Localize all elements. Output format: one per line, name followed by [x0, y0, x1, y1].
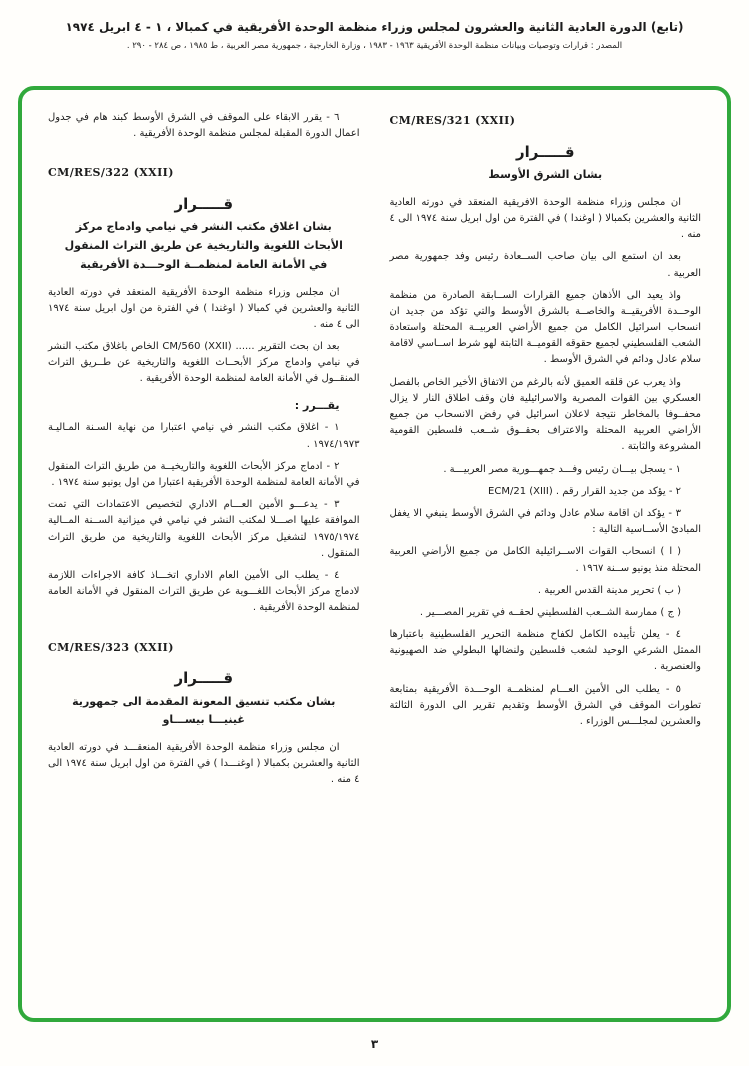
decree-item: ٢ - ادماج مركز الأبحاث اللغوية والتاريخيــة من طريق التراث المنقول في الأمانة العامة لمنظمة الوحدة الأفريقية اعتبارا من اول يونيو سنة ١٩٧٤ .	[48, 460, 360, 489]
sub-clause: ( ا ) انسحاب القوات الاســرائيلية الكامل من جميع الأراضي العربية المحتلة منذ يونيو ســنة ١٩٦٧ .	[389, 546, 701, 574]
resolution-code-323: CM/RES/323 (XXII)	[48, 640, 174, 654]
sub-clause: ( ج ) ممارسة الشــعب الفلسطيني لحقــه في تقرير المصـــير .	[419, 606, 681, 618]
resolution-code-322: CM/RES/322 (XXII)	[48, 166, 174, 180]
body-paragraph: بعد ان بحث التقرير ...... ‎CM/560 (XXII)‎ الخاص باغلاق مكتب النشر في نيامي وادماج مركز الأبحــاث اللغوية والتاريخية عن طــريق التراث المنقــول في الأمانة العامة لمنظمة الوحدة الأفريقية .	[48, 341, 360, 385]
body-paragraph: بعد ان استمع الى بيان صاحب الســعادة رئيس وفد جمهورية مصر العربية .	[389, 251, 701, 279]
decree-item: ٤ - يعلن تأييده الكامل لكفاح منظمة التحرير الفلسطينية باعتبارها الممثل الشرعي الوحيد لشعب فلسطين ولنضالها البطولي ضد الصهيونية والعنصرية .	[389, 629, 701, 673]
resolution-heading: قـــــرار	[515, 142, 575, 161]
resolution-subject: بشان مكتب تنسيق المعونة المقدمة الى جمهورية غينيـــا بيســـاو	[72, 694, 336, 727]
resolution-code-321: CM/RES/321 (XXII)	[389, 114, 516, 127]
body-paragraph: ان مجلس وزراء منظمة الوحدة الافريقية المنعقد في دورته العادية الثانية والعشرين بكمبالا ( اوغندا ) في الفترة من اول ابريل سنة ١٩٧٤ الى ٤ منه .	[389, 196, 701, 241]
header-source-line: المصدر : قرارات وتوصيات وبيانات منظمة الوحدة الأفريقية ١٩٦٣ - ١٩٨٣ ، وزارة الخارجية ، جمهورية مصر العربية ، ط ١٩٨٥ ، ص ٢٨٤ - ٢٩٠ .	[126, 41, 623, 51]
decree-item: ٥ - يطلب الى الأمين العـــام لمنظمــة الوحـــدة الأفريقية بمتابعة تطورات الموقف في الشرق الأوسط وتقديم تقرير الى الدورة الثالثة والعشرين لمجلـــس الوزراء .	[389, 683, 701, 728]
decree-item: ٣ - يؤكد ان اقامة سلام عادل ودائم في الشرق الأوسط ينبغي الا يغفل المبادئ الأســاسية التالية :	[389, 507, 701, 536]
content-border-box	[18, 86, 731, 1022]
body-paragraph: واذ يعرب عن قلقه العميق لأنه بالرغم من الاتفاق الأخير الخاص بالفصل العسكري بين القوات المصرية والاسرائيلية فان وقف اطلاق النار لا يزال محفــوفا بالمخاطر نتيجة لاعلان اسرائيل في رفض الانسحاب من جميع الأراضي العربية المحتلة والاعتراف بحقــوق شــعب فلسطين القومية المشروعة والثابتة .	[389, 376, 701, 453]
decree-item: ١ - يسجل بيـــان رئيس وفـــد جمهـــورية مصر العربيـــة .	[443, 463, 681, 475]
decree-item: ٣ - يدعـــو الأمين العـــام الاداري لتخصيص الاعتمادات التي تمت الموافقة عليها اصـــلا لمكتب النشر في نيامي في ميزانية الســنة المــالية ١٩٧٥/١٩٧٤ لتشغيل مركز الأبحاث اللغوية والتاريخية من طريق التراث المنقول .	[48, 499, 360, 559]
resolution-subject: بشان الشرق الأوسط	[488, 168, 603, 182]
column-right	[390, 104, 702, 1008]
body-paragraph: واذ يعيد الى الأذهان جميع القرارات الســابقة الصادرة من منظمة الوحــدة الأفريقيــة والخاصــة بالشرق الأوسط والتي تؤكد من جديد ان انسحاب اسرائيل الكامل من جميع الأراضي العربيــة المحتلة واستعادة الشعب الفلسطيني لجميع حقوقه القوميــة الثابتة لهو شرط اســاسي لاقامة سلام عادل ودائم في الشرق الأوسط .	[389, 289, 701, 366]
body-paragraph: ان مجلس وزراء منظمة الوحدة الأفريقية المنعقد في دورته العادية الثانية والعشرين في كمبالا ( اوغندا ) في الفترة من اول ابريل سنة ١٩٧٤ الى ٤ منه .	[48, 286, 360, 330]
resolution-heading: قـــــرار	[174, 669, 234, 688]
column-left	[48, 104, 360, 1008]
page-footer	[0, 1033, 749, 1052]
resolution-subject: بشان اغلاق مكتب النشر في نيامي وادماج مركز الأبحاث اللغوية والتاريخية عن طريق التراث المنقول في الأمانة العامة لمنظمــة الوحـــدة الأفريقية	[64, 220, 343, 271]
page-number: ٣	[370, 1037, 379, 1051]
decree-item: ٤ - يطلب الى الأمين العام الاداري اتخـــاذ كافة الاجراءات اللازمة لادماج مركز الأبحاث اللغـــوية عن طريق التراث المنقول في الأمانة العامة لمنظمة الوحدة الأفريقية .	[48, 569, 360, 614]
resolution-heading: قـــــرار	[174, 195, 234, 214]
header-title-line: (تابع) الدورة العادية الثانية والعشرون لمجلس وزراء منظمة الوحدة الأفريقية في كمبالا ، ١ - ٤ ابريل ١٩٧٤	[65, 20, 684, 34]
sub-clause: ( ب ) تحرير مدينة القدس العربية .	[537, 584, 681, 596]
page-header	[0, 0, 749, 51]
decree-item: ١ - اغلاق مكتب النشر في نيامي اعتبارا من نهاية السـنة المـاليـة ١٩٧٤/١٩٧٣ .	[48, 422, 360, 450]
decree-item: ٦ - يقرر الابقاء على الموقف في الشرق الأوسط كبند هام في جدول اعمال الدورة المقبلة لمجلس منظمة الوحدة الأفريقية .	[48, 112, 360, 140]
decree-item: ٢ - يؤكد من جديد القرار رقم . ‎ECM/21 (XIII)‎	[488, 485, 681, 497]
decree-heading: يقـــرر :	[294, 398, 340, 412]
two-column-layout	[48, 104, 701, 1008]
body-paragraph: ان مجلس وزراء منظمة الوحدة الأفريقية المنعقـــد في دورته العادية الثانية والعشرين بكمبالا ( اوغنـــدا ) في الفترة من اول ابريل سنة ١٩٧٤ الى ٤ منه .	[48, 742, 360, 786]
